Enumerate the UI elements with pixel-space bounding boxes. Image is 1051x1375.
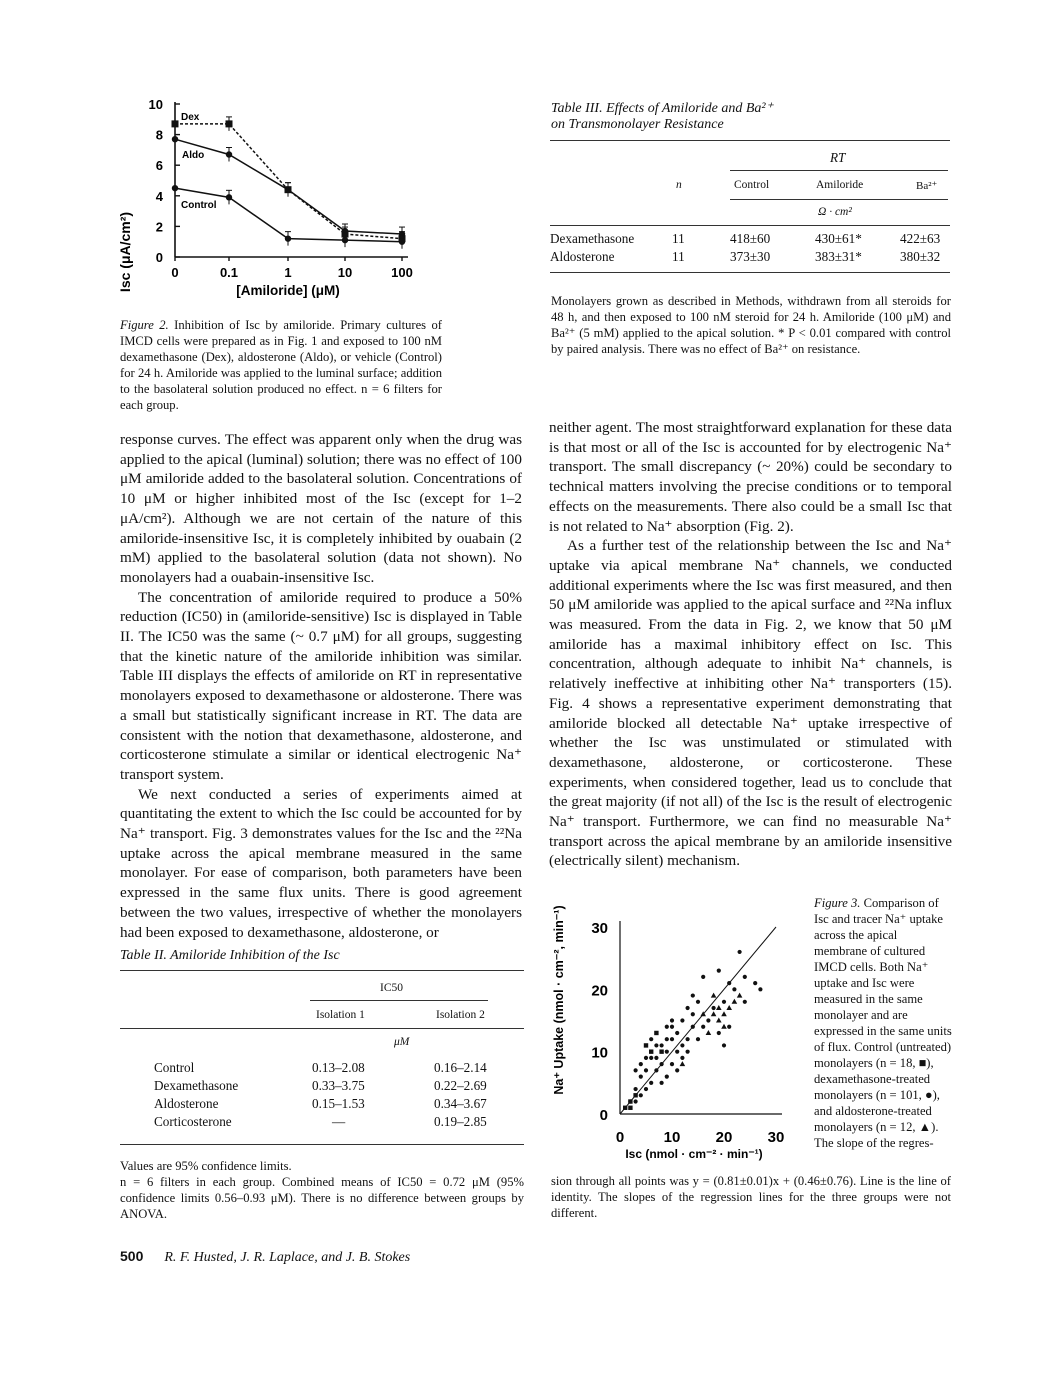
table-2-row-label: Dexamethasone [154,1078,239,1093]
table-2-unit: μM [394,1036,410,1048]
table-3-cell-n: 11 [672,231,685,246]
fig3-point-dexamethasone [649,1081,653,1085]
figure-2-caption [120,317,442,413]
fig3-point-dexamethasone [675,1031,679,1035]
fig2-point-control [226,194,232,200]
table-2-row-label: Aldosterone [154,1096,219,1111]
table-3-footnote: Monolayers grown as described in Methods, withdrawn from all steroids for 48 h, and then exposed to 100 nM steroid for 24 h. Amiloride (100 μM) and Ba²⁺ (5 mM) applied to the apical solution. * P < 0.01 compared with control by paired analysis. There was no effect of Ba²⁺ on resistance. [551,294,951,356]
fig3-point-aldosterone [706,1030,712,1035]
fig3-y-tick-label: 0 [599,1107,608,1124]
fig3-point-dexamethasone [644,1056,648,1060]
fig2-point-aldo [285,186,291,192]
fig3-point-dexamethasone [680,1056,684,1060]
fig2-y-tick-label: 4 [155,188,163,204]
fig3-point-dexamethasone [634,1068,638,1072]
fig3-point-dexamethasone [701,1025,705,1029]
table-2-note-2: n = 6 filters in each group. Combined means of IC50 = 0.72 μM (95% confidence limits 0.56–0.93 μM). There is no difference between groups by ANOVA. [120,1175,524,1221]
fig2-label-control: Control [181,200,217,211]
figure-3 [548,890,800,1168]
fig3-point-dexamethasone [644,1068,648,1072]
table-3-row-label: Aldosterone [550,249,615,264]
fig2-point-control [172,185,178,191]
fig3-point-dexamethasone [680,1043,684,1047]
figure-3-chart [548,890,800,1168]
table-2-cell-2: 0.22–2.69 [434,1078,487,1093]
fig3-y-tick-label: 10 [591,1044,608,1062]
fig2-x-tick-label: 1 [284,265,292,280]
fig2-x-tick-label: 100 [391,265,413,280]
fig3-point-dexamethasone [649,1037,653,1041]
fig3-point-aldosterone [711,993,717,998]
fig3-x-axis-label: Isc (nmol · cm⁻² · min⁻¹) [625,1147,763,1161]
page-footer [120,1248,410,1266]
left-paragraph-2: The concentration of amiloride required to produce a 50% reduction (IC50) in (amiloride-sensitive) Isc is displayed in Table II. The IC50 was the same (~ 0.7 μM) for all groups, suggesting that the kinetic nature of the amiloride inhibition was similar. Table III displays the effects of amiloride on RT in representative monolayers exposed to dexamethasone or aldosterone. There was a small but statistically significant increase in RT. The data are consistent with the notion that dexamethasone, aldosterone, and corticosterone stimulate a similar or identical electrogenic Na⁺ transport system. [120,588,522,783]
table-2 [120,968,524,1148]
figure-2-chart [108,92,438,307]
fig2-x-axis-label: [Amiloride] (μM) [236,283,340,298]
fig3-point-dexamethasone [675,1050,679,1054]
fig2-y-tick-label: 2 [155,219,163,235]
figure-3-caption-side [814,895,952,1151]
fig3-point-dexamethasone [654,1043,658,1047]
fig3-x-tick-label: 20 [715,1129,733,1146]
table-3-cell-control: 418±60 [730,231,771,246]
fig3-point-dexamethasone [670,1062,674,1066]
table-3-cell-n: 11 [672,249,685,264]
figure-3-caption-bottom: sion through all points was y = (0.81±0.01)x + (0.46±0.76). Line is the line of identity. The slopes of the regression lines for the three groups were not different. [551,1174,951,1220]
fig3-point-dexamethasone [712,1006,716,1010]
fig3-point-dexamethasone [691,1012,695,1016]
table-3 [550,138,950,273]
fig3-point-dexamethasone [660,1081,664,1085]
fig3-point-aldosterone [716,1005,722,1010]
fig2-y-tick-label: 8 [155,127,163,143]
fig3-point-dexamethasone [670,1018,674,1022]
fig2-point-control [342,237,348,243]
table-3-col-amiloride: Amiloride [816,179,864,191]
fig3-point-dexamethasone [644,1087,648,1091]
table-2-group-header: IC50 [380,982,403,994]
table-2-col-2: Isolation 2 [436,1009,485,1021]
fig3-point-control [649,1049,653,1053]
fig3-point-aldosterone [732,999,738,1004]
fig2-point-aldo [172,136,178,142]
fig3-point-dexamethasone [743,1000,747,1004]
fig3-point-dexamethasone [665,1037,669,1041]
table-2-row-label: Corticosterone [154,1114,232,1129]
fig3-y-tick-label: 20 [591,982,608,1000]
fig3-point-dexamethasone [634,1087,638,1091]
table-2-notes [120,1158,524,1222]
table-2-cell-1: 0.15–1.53 [312,1096,365,1111]
fig3-point-control [659,1049,663,1053]
table-3-cell-ba: 380±32 [900,249,941,264]
fig2-y-tick-label: 6 [155,158,163,174]
table-2-row-label: Control [154,1060,195,1075]
fig2-point-dex [226,120,233,127]
footer-authors: R. F. Husted, J. R. Laplace, and J. B. Stokes [164,1250,411,1265]
fig3-point-control [633,1093,637,1097]
fig3-point-aldosterone [737,993,743,998]
fig3-point-dexamethasone [639,1075,643,1079]
fig3-point-dexamethasone [706,1018,710,1022]
table-3-group-header: RT [830,150,846,165]
table-3-cell-control: 373±30 [730,249,771,264]
fig2-point-dex [172,120,179,127]
table-3-col-control: Control [734,179,770,191]
table-3-row-label: Dexamethasone [550,231,635,246]
fig3-point-dexamethasone [738,950,742,954]
fig3-point-dexamethasone [696,1037,700,1041]
table-3-cell-amiloride: 430±61* [815,231,862,246]
left-paragraph-1: response curves. The effect was apparent only when the drug was applied to the apical (luminal) solution; there was no effect of 100 μM amiloride added to the basolateral solution. Concentrations of 10 μM or higher inhibited most of the Isc (except for 1–2 μA/cm²). Although we are not certain of the nature of this amiloride-insensitive Isc, it is completely inhibited by ouabain (2 mM) applied to the basolateral solution (data not shown). No monolayers had a ouabain-insensitive Isc. [120,431,522,586]
table-2-note-1: Values are 95% confidence limits. [120,1159,292,1173]
fig2-line-dex [175,124,402,239]
fig2-y-tick-label: 0 [155,250,163,265]
fig3-point-aldosterone [721,1011,727,1016]
fig2-y-axis-label: Isc (μA/cm²) [117,211,133,293]
fig2-x-tick-label: 0.1 [219,265,239,280]
fig3-point-dexamethasone [717,1031,721,1035]
figure-2 [108,92,438,307]
fig3-point-control [654,1031,658,1035]
fig3-point-dexamethasone [686,1050,690,1054]
left-column-text [120,430,522,942]
fig3-point-control [628,1106,632,1110]
figure-3-caption-side-text: Comparison of Isc and tracer Na⁺ uptake across the apical membrane of cultured IMCD cells. Both Na⁺ uptake and Isc were measured in the same monolayer and are expressed in the same units of flux. Control (untreated) monolayers (n = 18, ■), dexamethasone-treated monolayers (n = 101, ●), and aldosterone-treated monolayers (n = 12, ▲). The slope of the regres- [814,896,952,1150]
fig3-point-dexamethasone [670,1025,674,1029]
fig3-point-aldosterone [716,1018,722,1023]
left-paragraph-3: We next conducted a series of experiments aimed at quantitating the extent to which the Isc could be accounted for by Na⁺ transport. Fig. 3 demonstrates values for the Isc and the ²²Na uptake across the apical membrane measured in the same monolayer. For ease of comparison, both parameters have been expressed in the same flux units. There is good agreement between the two values, irrespective of whether the monolayers had been exposed to dexamethasone, aldosterone, or [120,785,522,941]
fig3-point-dexamethasone [665,1050,669,1054]
fig3-point-dexamethasone [670,1037,674,1041]
fig2-label-dex: Dex [181,112,200,123]
table-3-col-n: n [676,179,682,191]
fig2-y-tick-label: 10 [148,97,163,112]
fig3-point-dexamethasone [686,1037,690,1041]
fig3-point-dexamethasone [665,1075,669,1079]
fig3-point-dexamethasone [717,969,721,973]
fig3-point-dexamethasone [753,981,757,985]
fig3-point-dexamethasone [649,1056,653,1060]
figure-2-caption-label: Figure 2. [120,318,169,332]
fig3-point-dexamethasone [660,1062,664,1066]
fig3-point-dexamethasone [701,975,705,979]
fig3-point-aldosterone [721,1024,727,1029]
right-column-text [549,418,952,871]
fig3-identity-line [620,927,776,1114]
table-2-cell-2: 0.34–3.67 [434,1096,487,1111]
fig3-point-dexamethasone [675,1068,679,1072]
fig3-point-dexamethasone [727,981,731,985]
fig3-point-aldosterone [726,1005,732,1010]
page-number: 500 [120,1248,144,1264]
fig3-point-dexamethasone [660,1043,664,1047]
table-3-cell-ba: 422±63 [900,231,941,246]
fig3-point-dexamethasone [691,993,695,997]
fig2-point-control [285,235,291,241]
fig3-point-dexamethasone [743,975,747,979]
fig3-y-axis-label: Na⁺ Uptake (nmol · cm⁻², min⁻¹) [552,905,566,1095]
fig3-point-dexamethasone [628,1099,632,1103]
fig2-x-tick-label: 10 [337,265,353,280]
fig3-point-dexamethasone [691,1025,695,1029]
table-2-cell-1: 0.13–2.08 [312,1060,365,1075]
fig3-point-dexamethasone [686,1006,690,1010]
table-2-cell-2: 0.19–2.85 [434,1114,487,1129]
table-2-cell-1: — [332,1114,346,1129]
figure-3-caption-label: Figure 3. [814,896,861,910]
table-3-title-line2: on Transmonolayer Resistance [551,117,724,132]
fig2-label-aldo: Aldo [182,150,205,161]
table-2-col-1: Isolation 1 [316,1009,365,1021]
fig3-point-dexamethasone [722,1000,726,1004]
fig3-x-tick-label: 10 [663,1129,681,1146]
table-3-title [551,101,931,133]
fig3-point-aldosterone [680,1061,686,1066]
fig2-point-control [399,239,405,245]
fig2-x-tick-label: 0 [171,265,179,280]
fig3-point-control [623,1106,627,1110]
fig3-point-dexamethasone [654,1056,658,1060]
table-2-title: Table II. Amiloride Inhibition of the Isc [120,948,340,963]
fig3-point-aldosterone [711,1011,717,1016]
table-3-col-ba: Ba²⁺ [916,180,938,192]
figure-2-caption-text: Inhibition of Isc by amiloride. Primary cultures of IMCD cells were prepared as in Fig. 1 and exposed to 100 nM dexamethasone (Dex), aldosterone (Aldo), or vehicle (Control) for 24 h. Amiloride was applied to the luminal surface; addition to the basolateral solution produced no effect. n = 6 filters for each group. [120,318,443,412]
fig3-point-control [644,1043,648,1047]
table-2-cell-1: 0.33–3.75 [312,1078,365,1093]
fig3-x-tick-label: 30 [767,1129,785,1146]
table-3-title-line1: Table III. Effects of Amiloride and Ba²⁺ [551,101,773,116]
fig3-point-dexamethasone [665,1025,669,1029]
fig3-point-dexamethasone [696,1000,700,1004]
fig3-point-dexamethasone [654,1068,658,1072]
fig3-x-tick-label: 0 [615,1129,625,1146]
right-paragraph-1: neither agent. The most straightforward explanation for these data is that most or all of the Isc is accounted for by electrogenic Na⁺ transport. The small discrepancy (~ 20%) could be secondary to technical matters involving the precise conditions or to temporal effects on the measurements. There also could be a small Isc that is not related to Na⁺ absorption (Fig. 2). [549,419,952,535]
fig3-point-dexamethasone [758,987,762,991]
fig3-point-dexamethasone [639,1093,643,1097]
right-paragraph-2: As a further test of the relationship between the Isc and Na⁺ uptake via apical membrane Na⁺ channels, we conducted additional experiments where the Isc was first measured, and then 50 μM amiloride was applied to the apical surface and ²²Na influx was measured. From the data in Fig. 2, we know that 50 μM amiloride has a maximal inhibitory effect on Isc. This concentration, although adequate to inhibit Na⁺ channels, is relatively ineffective at inhibiting other Na⁺ transporters (15). Fig. 4 shows a representative experiment demonstrating that amiloride blocked all detectable Na⁺ uptake irrespective of whether the Isc was unstimulated or stimulated with dexamethasone, aldosterone, or corticosterone. These experiments, when considered together, lead us to conclude that the great majority (if not all) of the Isc is the result of electrogenic Na⁺ transport. Furthermore, we can find no measurable Na⁺ transport across the apical membrane by an amiloride insensitive (electrically silent) mechanism. [549,537,952,870]
table-3-cell-amiloride: 383±31* [815,249,862,264]
fig3-point-dexamethasone [727,1025,731,1029]
table-2-cell-2: 0.16–2.14 [434,1060,487,1075]
table-3-unit: Ω · cm² [818,206,852,218]
fig3-y-tick-label: 30 [591,920,608,937]
fig3-point-dexamethasone [722,1043,726,1047]
fig3-point-dexamethasone [634,1099,638,1103]
fig3-point-dexamethasone [732,987,736,991]
fig3-point-dexamethasone [639,1062,643,1066]
fig3-point-dexamethasone [680,1018,684,1022]
fig2-point-aldo [226,151,232,157]
